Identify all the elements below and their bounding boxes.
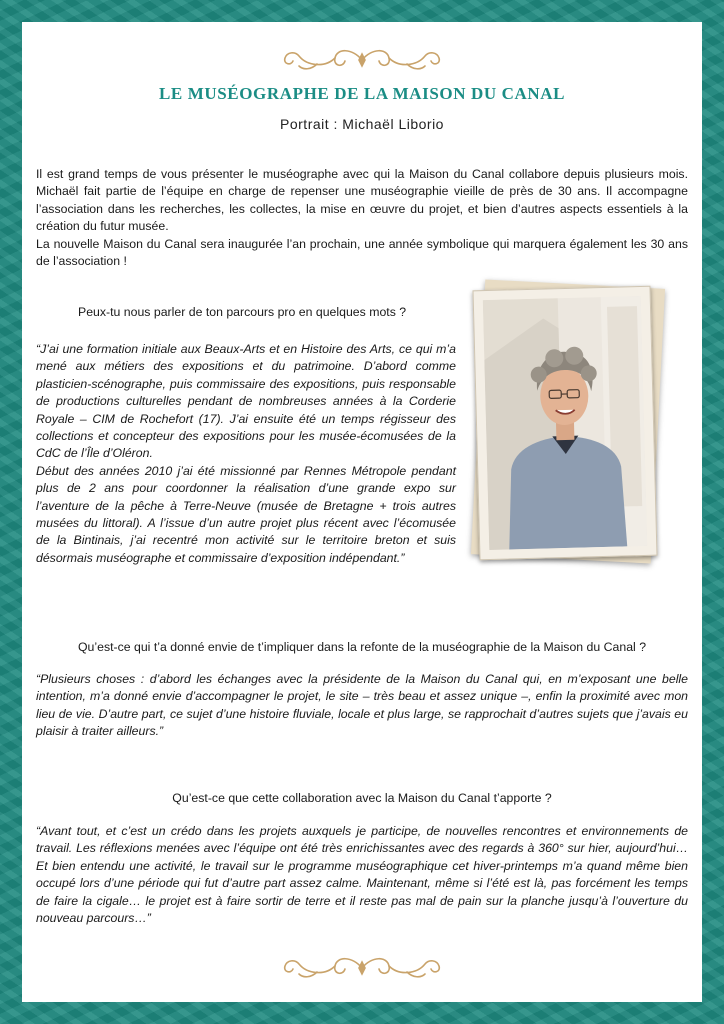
answer-1 [36,341,456,567]
top-ornament-icon [277,44,447,81]
answer-3: “Avant tout, et c’est un crédo dans les projets auxquels je participe, de nouvelles rencontres et environnements de travail. Les réflexions menées avec l’équipe ont été très enrichissantes avec des regards à 360° sur hier, aujourd’hui… Et bien entendu une activité, le travail sur le programme muséographique cet hiver-printemps m’a quand même bien occupé lors d’une période qui fut d’autre part assez calme. Maintenant, même si l’été est là, pas forcément les temps de faire la cigale… le projet est à faire sortir de terre et il reste pas mal de pain sur la planche jusqu’à l’ouverture du nouveau parcours…” [36,824,688,926]
page [22,22,702,1002]
question-1: Peux-tu nous parler de ton parcours pro en quelques mots ? [78,305,407,319]
page-title: LE MUSÉOGRAPHE DE LA MAISON DU CANAL [158,84,566,103]
bottom-ornament-icon [277,952,447,989]
photo-frame [472,286,657,561]
question-3: Qu’est-ce que cette collaboration avec la Maison du Canal t’apporte ? [172,791,552,805]
page-subtitle: Portrait : Michaël Liborio [280,116,444,132]
portrait-photo [474,280,664,565]
intro-text [36,166,688,270]
intro-paragraph: La nouvelle Maison du Canal sera inaugurée l’an prochain, une année symbolique qui marquera également les 30 ans de l’association ! [36,236,688,269]
answer-2: “Plusieurs choses : d’abord les échanges avec la présidente de la Maison du Canal qui, en m’exposant une belle intention, m’a donné envie d’accompagner le projet, le site – très beau et assez unique –, enfin la proximité avec mon lieu de vie. D’autre part, ce sujet d’une histoire fluviale, locale et plus large, se rapprochait d’autres sujets que j’avais eu plaisir à traiter ailleurs.” [36,672,688,739]
answer-1-paragraph: Début des années 2010 j’ai été missionné par Rennes Métropole pendant plus de 2 ans pour coordonner la réalisation d’une grande expo sur l’aventure de la pêche à Terre-Neuve (musée de Bretagne + trois autres musées du littoral). A l’issue d’un autre projet plus récent avec l’écomusée de la Bintinais, j’ai recentré mon activité sur le territoire breton et suis désormais muséographe et commissaire d’exposition indépendant.” [36,463,456,565]
portrait-image [483,296,647,550]
answer-1-paragraph: “J’ai une formation initiale aux Beaux-Arts et en Histoire des Arts, ce qui m’a mené aux métiers des expositions et du patrimoine. D’abord comme plasticien-scénographe, puis commissaire des expositions, puis responsable de productions culturelles pendant de nombreuses années à la Corderie Royale – CIM de Rochefort (17). J’ai ensuite été un temps régisseur des collections et concepteur des expositions pour les musée-écomusées de la CdC de l’Île d’Oléron. [36,342,456,461]
intro-paragraph: Il est grand temps de vous présenter le muséographe avec qui la Maison du Canal collabore depuis plusieurs mois. Michaël fait partie de l’équipe en charge de repenser une muséographie vieille de près de 30 ans. Il accompagne l’association dans les recherches, les collectes, la mise en œuvre du projet, et bien d’autres aspects essentiels à la création du futur musée. [36,167,688,234]
question-2: Qu’est-ce qui t’a donné envie de t’impliquer dans la refonte de la muséographie de la Maison du Canal ? [77,640,647,654]
